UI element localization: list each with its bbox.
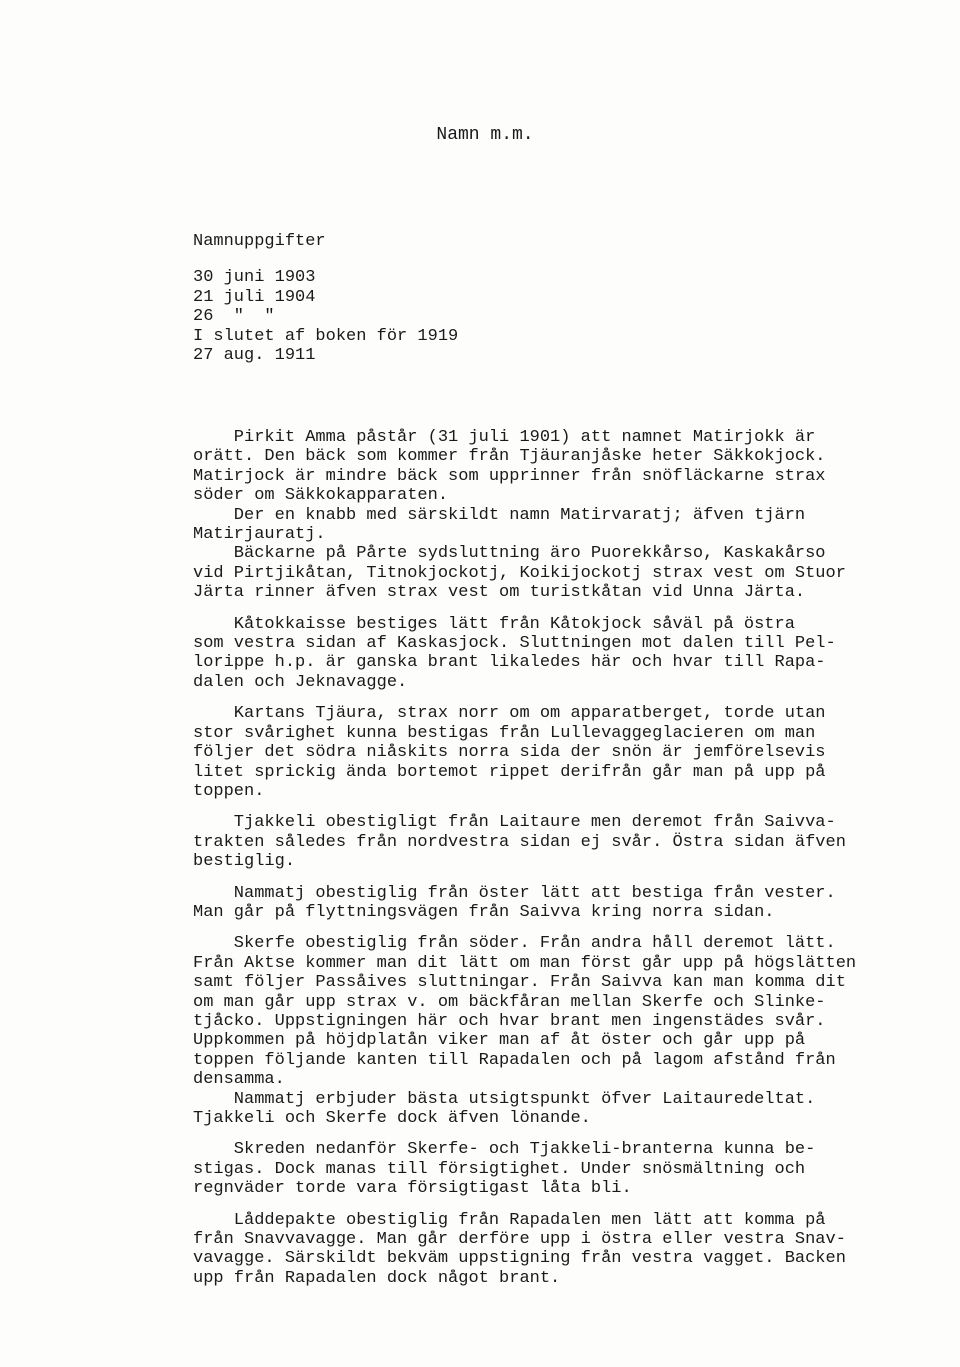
- paragraph: [193, 813, 953, 871]
- text-line: Skreden nedanför Skerfe- och Tjakkeli-branterna kunna be-: [193, 1140, 816, 1160]
- text-line: trakten således från nordvestra sidan ej svår. Östra sidan äfven: [193, 832, 846, 852]
- text-line: Järta rinner äfven strax vest om turistkåtan vid Unna Järta.: [193, 583, 806, 603]
- text-line: söder om Säkkokapparaten.: [193, 486, 449, 506]
- paragraph: [193, 884, 953, 923]
- text-line: litet sprickig ända bortemot rippet derifrån går man på upp på: [193, 762, 826, 782]
- text-line: Tjakkeli obestigligt från Laitaure men deremot från Saivva-: [193, 813, 836, 833]
- date-entry: I slutet af boken för 1919: [193, 326, 459, 346]
- page-title-text: Namn m.m.: [436, 125, 534, 145]
- date-entry: 30 juni 1903: [193, 268, 316, 287]
- date-list: [193, 268, 458, 366]
- text-line: regnväder torde vara försigtigast låta bli.: [193, 1179, 632, 1199]
- page-title: [0, 126, 960, 145]
- paragraph: [193, 1211, 953, 1289]
- text-line: toppen.: [193, 781, 265, 801]
- text-line: vavagge. Särskildt bekväm uppstigning från vestra vagget. Backen: [193, 1249, 846, 1269]
- paragraph: [193, 1140, 953, 1198]
- text-line: dalen och Jeknavagge.: [193, 672, 408, 692]
- text-line: stigas. Dock manas till försigtighet. Under snösmältning och: [193, 1159, 806, 1179]
- text-line: toppen följande kanten till Rapadalen och på lagom afstånd från: [193, 1050, 836, 1070]
- text-line: Nammatj erbjuder bästa utsigtspunkt öfver Laitauredeltat.: [193, 1089, 816, 1109]
- text-line: som vestra sidan af Kaskasjock. Sluttningen mot dalen till Pel-: [193, 634, 836, 654]
- body-text: [193, 428, 953, 1288]
- text-line: Bäckarne på Pårte sydsluttning äro Puorekkårso, Kaskakårso: [193, 544, 826, 564]
- paragraph: [193, 615, 953, 693]
- text-line: Från Aktse kommer man dit lätt om man först går upp på högslätten: [193, 953, 857, 973]
- text-line: Kartans Tjäura, strax norr om om apparatberget, torde utan: [193, 704, 826, 724]
- text-line: Tjakkeli och Skerfe dock äfven lönande.: [193, 1109, 591, 1128]
- paragraph: [193, 428, 953, 603]
- text-line: Pirkit Amma påstår (31 juli 1901) att namnet Matirjokk är: [193, 428, 816, 447]
- text-line: stor svårighet kunna bestigas från Lullevaggeglacieren om man: [193, 723, 816, 743]
- text-line: tjåcko. Uppstigningen här och hvar brant men ingenstädes svår.: [193, 1011, 826, 1031]
- paragraph: [193, 704, 953, 801]
- text-line: Nammatj obestiglig från öster lätt att bestiga från vester.: [193, 883, 836, 903]
- text-line: bestiglig.: [193, 852, 296, 872]
- text-line: från Snavvavagge. Man går derföre upp i östra eller vestra Snav-: [193, 1230, 846, 1250]
- text-line: Låddepakte obestiglig från Rapadalen men lätt att komma på: [193, 1210, 826, 1230]
- text-line: Man går på flyttningsvägen från Saivva kring norra sidan.: [193, 902, 775, 922]
- text-line: Uppkommen på höjdplatån viker man af åt öster och går upp på: [193, 1031, 806, 1051]
- text-line: Kåtokkaisse bestiges lätt från Kåtokjock såväl på östra: [193, 614, 795, 634]
- text-line: orätt. Den bäck som kommer från Tjäuranjåske heter Säkkokjock.: [193, 447, 826, 467]
- text-line: Matirjock är mindre bäck som upprinner från snöfläckarne strax: [193, 466, 826, 486]
- text-line: lorippe h.p. är ganska brant likaledes här och hvar till Rapa-: [193, 653, 826, 673]
- text-line: upp från Rapadalen dock något brant.: [193, 1268, 561, 1288]
- text-line: Matirjauratj.: [193, 525, 326, 545]
- text-line: Der en knabb med särskildt namn Matirvaratj; äfven tjärn: [193, 505, 806, 525]
- date-entry: 21 juli 1904: [193, 287, 316, 307]
- text-line: vid Pirtjikåtan, Titnokjockotj, Koikijockotj strax vest om Stuor: [193, 563, 846, 583]
- text-line: om man går upp strax v. om bäckfåran mellan Skerfe och Slinke-: [193, 992, 826, 1012]
- text-line: följer det södra niåskits norra sida der snön är jemförelsevis: [193, 743, 826, 763]
- paragraph: [193, 934, 953, 1128]
- section-heading: Namnuppgifter: [193, 232, 326, 251]
- date-entry: 26 " ": [193, 307, 275, 327]
- text-line: Skerfe obestiglig från söder. Från andra håll deremot lätt.: [193, 934, 836, 954]
- text-line: densamma.: [193, 1070, 285, 1090]
- date-entry: 27 aug. 1911: [193, 346, 316, 366]
- text-line: samt följer Passåives sluttningar. Från Saivva kan man komma dit: [193, 973, 846, 993]
